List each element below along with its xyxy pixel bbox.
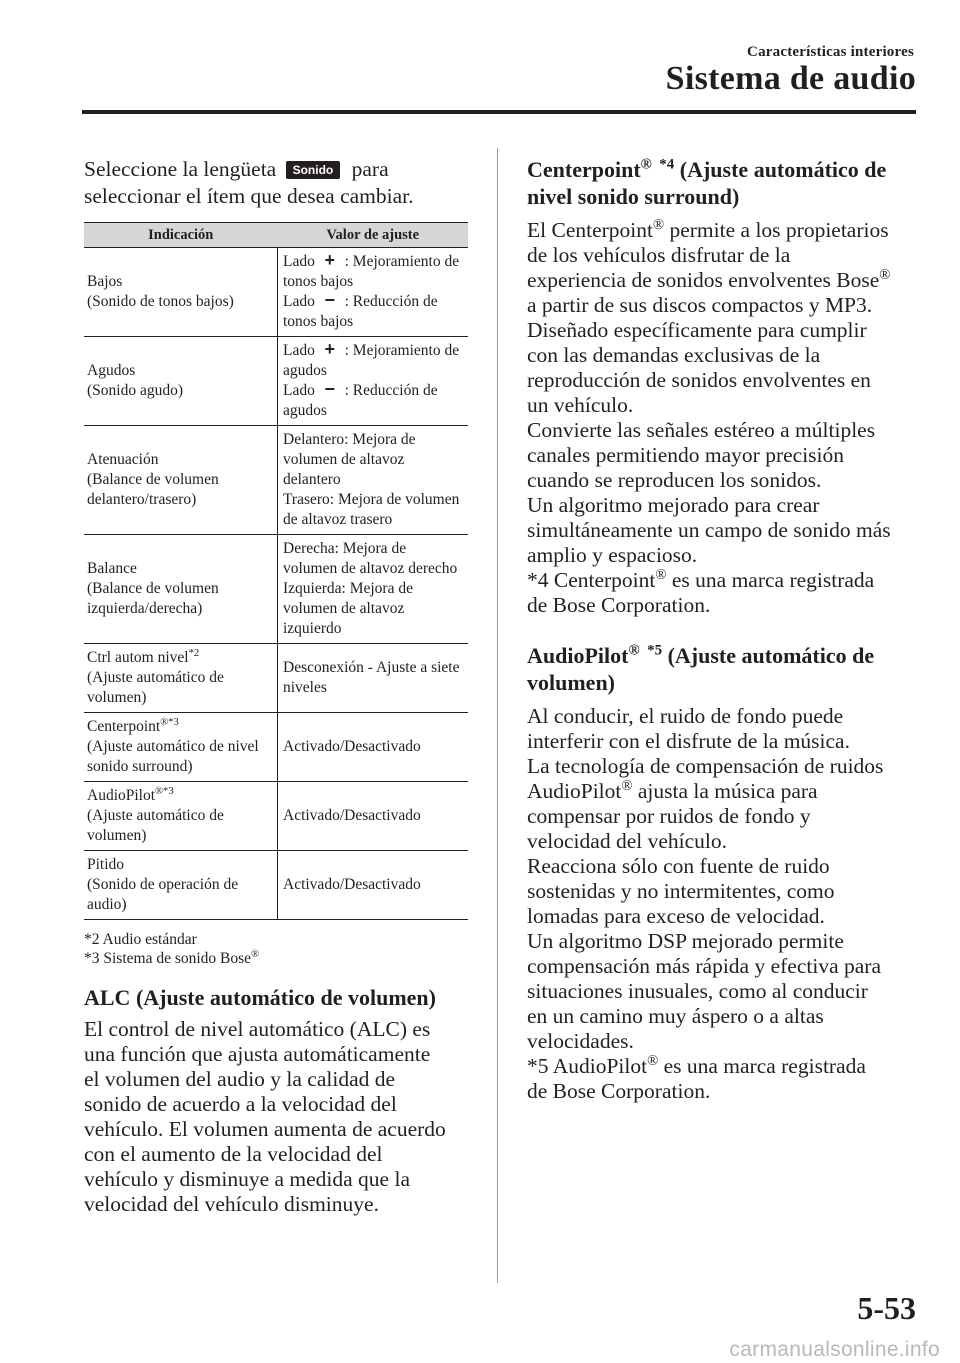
registered-mark: ® <box>621 777 633 794</box>
body-line: El control de nivel automático (ALC) es <box>84 1017 431 1041</box>
body-line: Reacciona sólo con fuente de ruido <box>527 854 830 878</box>
table-cell-value <box>278 248 469 337</box>
centerpoint-section <box>527 156 919 618</box>
value-text: : Mejoramiento de agudos <box>283 342 460 379</box>
section-subtitle: Características interiores <box>747 44 914 60</box>
column-header-indicacion: Indicación <box>84 223 278 248</box>
body-line: *4 Centerpoint <box>527 568 656 592</box>
page-title: Sistema de audio <box>665 60 916 97</box>
table-cell-value <box>278 782 469 851</box>
centerpoint-heading <box>527 156 919 210</box>
intro-line2: seleccionar el ítem que desea cambiar. <box>84 184 414 208</box>
table-row <box>84 426 468 535</box>
body-line: es una marca registrada <box>658 1054 866 1078</box>
body-line: es una marca registrada <box>666 568 875 592</box>
page-number: 5-53 <box>857 1290 916 1326</box>
item-desc: (Balance de volumen delantero/trasero) <box>87 471 219 508</box>
body-line: reproducción de sonidos envolventes en <box>527 368 871 392</box>
value-text: : Reducción de tonos bajos <box>283 293 438 330</box>
table-row <box>84 337 468 426</box>
heading-sup: ® *4 <box>640 156 675 173</box>
alc-section <box>84 984 468 1217</box>
value-text: Lado <box>283 342 315 359</box>
centerpoint-body <box>527 218 919 618</box>
heading-text: nivel sonido surround) <box>527 184 740 209</box>
body-line: El Centerpoint <box>527 218 653 242</box>
right-column <box>527 156 919 1104</box>
body-line: vehículo. El volumen aumenta de acuerdo <box>84 1117 446 1141</box>
table-cell-value <box>278 426 469 535</box>
value-text: Delantero: Mejora de volumen de altavoz delantero <box>283 431 416 488</box>
footnote-ref: ®*3 <box>155 785 174 797</box>
value-text: Desconexión - Ajuste a siete niveles <box>283 659 460 696</box>
body-line: de los vehículos disfrutar de la <box>527 243 791 267</box>
body-line: de Bose Corporation. <box>527 593 711 617</box>
table-cell-item <box>84 248 278 337</box>
alc-heading: ALC (Ajuste automático de volumen) <box>84 985 436 1010</box>
value-text: Derecha: Mejora de volumen de altavoz derecho <box>283 540 458 577</box>
table-cell-value <box>278 535 469 644</box>
table-cell-value <box>278 851 469 920</box>
table-row <box>84 535 468 644</box>
audiopilot-body <box>527 704 919 1104</box>
alc-body <box>84 1017 468 1217</box>
table-row <box>84 248 468 337</box>
body-line: una función que ajusta automáticamente <box>84 1042 431 1066</box>
header-rule <box>82 110 916 114</box>
heading-text: Centerpoint <box>527 157 641 182</box>
body-line: experiencia de sonidos envolventes Bose <box>527 268 880 292</box>
body-line: vehículo y disminuye a medida que la <box>84 1167 410 1191</box>
body-line: Un algoritmo DSP mejorado permite <box>527 929 844 953</box>
table-row <box>84 713 468 782</box>
table-cell-item <box>84 851 278 920</box>
footnote-2: *2 Audio estándar <box>84 931 197 948</box>
audio-settings-table <box>84 222 468 920</box>
plus-icon: + <box>324 339 335 359</box>
table-cell-item <box>84 644 278 713</box>
item-desc: (Sonido de tonos bajos) <box>87 293 234 310</box>
body-line: Un algoritmo mejorado para crear <box>527 493 820 517</box>
table-row <box>84 782 468 851</box>
body-line: en un camino muy áspero o a altas <box>527 1004 824 1028</box>
column-divider <box>497 148 498 1283</box>
table-cell-item <box>84 426 278 535</box>
value-text: Lado <box>283 382 315 399</box>
table-cell-item <box>84 782 278 851</box>
table-cell-item <box>84 535 278 644</box>
minus-icon: − <box>324 379 335 399</box>
item-desc: (Ajuste automático de volumen) <box>87 807 224 844</box>
footnote-ref: ®*3 <box>160 716 179 728</box>
column-header-valor: Valor de ajuste <box>278 223 469 248</box>
item-desc: (Sonido de operación de audio) <box>87 876 239 913</box>
body-line: *5 AudioPilot <box>527 1054 648 1078</box>
table-cell-value <box>278 644 469 713</box>
heading-text: (Ajuste automático de <box>674 157 887 182</box>
item-name: Pitido <box>87 856 125 873</box>
left-column <box>84 156 468 1217</box>
heading-text: (Ajuste automático de <box>662 643 875 668</box>
value-text: Lado <box>283 253 315 270</box>
body-line: canales permitiendo mayor precisión <box>527 443 845 467</box>
minus-icon: − <box>324 290 335 310</box>
table-row <box>84 644 468 713</box>
body-line: sostenidas y no intermitentes, como <box>527 879 835 903</box>
body-line: con las demandas exclusivas de la <box>527 343 821 367</box>
body-line: velocidades. <box>527 1029 634 1053</box>
footnotes <box>84 930 468 968</box>
item-name: Ctrl autom nivel <box>87 649 189 666</box>
intro-paragraph <box>84 156 468 210</box>
registered-mark: ® <box>653 216 665 233</box>
body-line: el volumen del audio y la calidad de <box>84 1067 396 1091</box>
watermark: carmanualsonline.info <box>729 1338 940 1361</box>
registered-mark: ® <box>251 948 260 960</box>
body-line: ajusta la música para <box>632 779 818 803</box>
registered-mark: ® <box>655 566 667 583</box>
item-desc: (Ajuste automático de volumen) <box>87 669 224 706</box>
table-cell-item <box>84 713 278 782</box>
body-line: Convierte las señales estéreo a múltiples <box>527 418 876 442</box>
registered-mark: ® <box>879 266 891 283</box>
table-cell-item <box>84 337 278 426</box>
item-name: Atenuación <box>87 451 159 468</box>
plus-icon: + <box>324 250 335 270</box>
body-line: lomadas para exceso de velocidad. <box>527 904 825 928</box>
footnote-3 <box>84 949 468 968</box>
body-line: situaciones inusuales, como al conducir <box>527 979 868 1003</box>
body-line: interferir con el disfrute de la música. <box>527 729 850 753</box>
intro-text: Seleccione la lengüeta <box>84 157 277 181</box>
value-text: Trasero: Mejora de volumen de altavoz trasero <box>283 491 460 528</box>
value-text: : Reducción de agudos <box>283 382 438 419</box>
heading-text: AudioPilot <box>527 643 629 668</box>
body-line: cuando se reproducen los sonidos. <box>527 468 822 492</box>
item-name: AudioPilot <box>87 787 156 804</box>
item-name: Agudos <box>87 362 136 379</box>
body-line: velocidad del vehículo. <box>527 829 727 853</box>
body-line: amplio y espacioso. <box>527 543 698 567</box>
body-line: compensación más rápida y efectiva para <box>527 954 881 978</box>
intro-text-after: para <box>351 157 389 181</box>
body-line: a partir de sus discos compactos y MP3. <box>527 293 873 317</box>
item-name: Centerpoint <box>87 718 161 735</box>
body-line: simultáneamente un campo de sonido más <box>527 518 891 542</box>
body-line: La tecnología de compensación de ruidos <box>527 754 884 778</box>
value-text: Activado/Desactivado <box>283 807 421 824</box>
heading-sup: ® *5 <box>628 642 663 659</box>
audiopilot-section <box>527 642 919 1104</box>
item-desc: (Balance de volumen izquierda/derecha) <box>87 580 219 617</box>
table-header-row <box>84 223 468 248</box>
value-text: Activado/Desactivado <box>283 876 421 893</box>
item-desc: (Sonido agudo) <box>87 382 184 399</box>
table-cell-value <box>278 713 469 782</box>
body-line: Diseñado específicamente para cumplir <box>527 318 867 342</box>
table-cell-value <box>278 337 469 426</box>
body-line: permite a los propietarios <box>664 218 889 242</box>
body-line: velocidad del vehículo disminuye. <box>84 1192 379 1216</box>
body-line: AudioPilot <box>527 779 622 803</box>
heading-text: volumen) <box>527 670 615 695</box>
footnote-3-text: *3 Sistema de sonido Bose <box>84 950 252 967</box>
value-text: Izquierda: Mejora de volumen de altavoz izquierdo <box>283 580 413 637</box>
body-line: con el aumento de la velocidad del <box>84 1142 383 1166</box>
body-line: compensar por ruidos de fondo y <box>527 804 811 828</box>
registered-mark: ® <box>647 1052 659 1069</box>
table-row <box>84 851 468 920</box>
item-name: Balance <box>87 560 137 577</box>
body-line: Al conducir, el ruido de fondo puede <box>527 704 844 728</box>
audiopilot-heading <box>527 642 919 696</box>
value-text: Lado <box>283 293 315 310</box>
value-text: : Mejoramiento de tonos bajos <box>283 253 460 290</box>
item-desc: (Ajuste automático de nivel sonido surround) <box>87 738 259 775</box>
sonido-tab-icon: Sonido <box>286 161 341 179</box>
footnote-ref: *2 <box>188 647 200 659</box>
body-line: sonido de acuerdo a la velocidad del <box>84 1092 397 1116</box>
body-line: de Bose Corporation. <box>527 1079 711 1103</box>
item-name: Bajos <box>87 273 123 290</box>
body-line: un vehículo. <box>527 393 634 417</box>
value-text: Activado/Desactivado <box>283 738 421 755</box>
